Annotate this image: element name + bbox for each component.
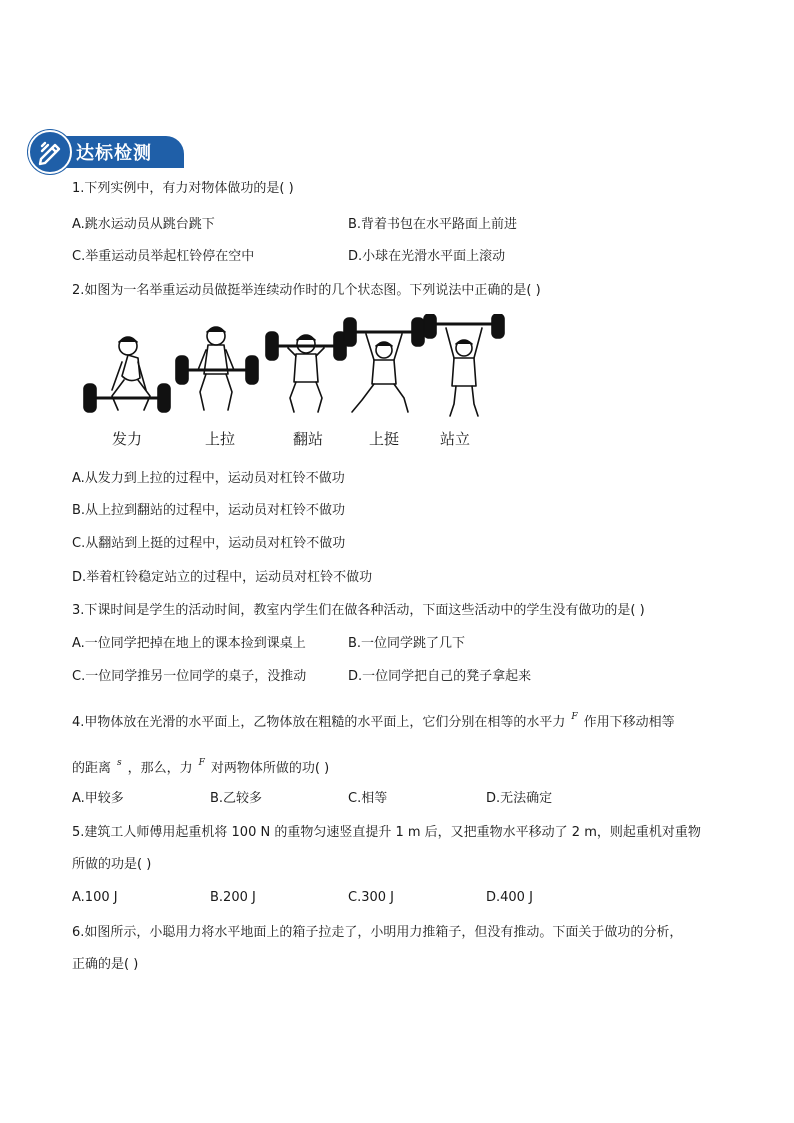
lifter-shangting (344, 318, 424, 412)
symbol-s: s (117, 758, 122, 768)
question-3-option-b: B.一位同学跳了几下 (348, 636, 466, 651)
question-2-option-b: B.从上拉到翻站的过程中，运动员对杠铃不做功 (72, 503, 346, 518)
question-2-option-d: D.举着杠铃稳定站立的过程中，运动员对杠铃不做功 (72, 570, 373, 585)
question-5-option-b: B.200 J (210, 890, 256, 905)
question-5-stem-line-1: 5.建筑工人师傅用起重机将 100 N 的重物匀速竖直提升 1 m 后，又把重物水平移动了 2 m，则起重机对重物 (72, 825, 701, 840)
question-3-option-c: C.一位同学推另一位同学的桌子，没推动 (72, 669, 307, 684)
question-2-option-c: C.从翻站到上挺的过程中，运动员对杠铃不做功 (72, 536, 346, 551)
figure-label-shangting: 上挺 (369, 430, 400, 448)
figure-label-zhanli: 站立 (440, 430, 471, 448)
question-1-stem: 1.下列实例中，有力对物体做功的是( ) (72, 181, 294, 196)
q4-line2-part-c: 对两物体所做的功( ) (210, 761, 330, 776)
figure-label-shangla: 上拉 (205, 430, 236, 448)
lifter-fanzhan (266, 332, 346, 412)
question-4-option-c: C.相等 (348, 791, 388, 806)
q4-line2-part-a: 的距离 (72, 761, 112, 776)
question-3-stem: 3.下课时间是学生的活动时间，教室内学生们在做各种活动，下面这些活动中的学生没有做功的是( ) (72, 603, 645, 618)
question-1-option-b: B.背着书包在水平路面上前进 (348, 217, 518, 232)
question-3-option-d: D.一位同学把自己的凳子拿起来 (348, 669, 532, 684)
question-4-option-a: A.甲较多 (72, 791, 124, 806)
question-2-stem: 2.如图为一名举重运动员做挺举连续动作时的几个状态图。下列说法中正确的是( ) (72, 283, 541, 298)
q4-line2-part-b: ，那么，力 (127, 761, 193, 776)
question-4-stem-line-1 (72, 708, 675, 732)
q4-line1-part-b: 作用下移动相等 (583, 715, 675, 730)
q4-line1-part-a: 4.甲物体放在光滑的水平面上，乙物体放在粗糙的水平面上，它们分别在相等的水平力 (72, 715, 566, 730)
question-6-stem-line-2: 正确的是( ) (72, 957, 139, 972)
lifter-fali (84, 337, 170, 412)
question-5-option-d: D.400 J (486, 890, 533, 905)
question-1-option-a: A.跳水运动员从跳台跳下 (72, 217, 215, 232)
question-3-option-a: A.一位同学把掉在地上的课本捡到课桌上 (72, 636, 306, 651)
question-5-option-c: C.300 J (348, 890, 394, 905)
section-banner (28, 130, 184, 172)
question-6-stem-line-1: 6.如图所示，小聪用力将水平地面上的箱子拉走了，小明用力推箱子，但没有推动。下面关于做功的分析， (72, 925, 683, 940)
lifter-zhanli (424, 314, 504, 416)
symbol-F: F (571, 712, 578, 722)
question-1-option-c: C.举重运动员举起杠铃停在空中 (72, 249, 255, 264)
figure-label-fali: 发力 (112, 430, 143, 448)
lifter-shangla (176, 327, 258, 410)
question-4-option-b: B.乙较多 (210, 791, 263, 806)
question-4-option-d: D.无法确定 (486, 791, 553, 806)
banner-icon-badge (28, 130, 72, 174)
pencil-icon (30, 132, 70, 172)
question-5-option-a: A.100 J (72, 890, 118, 905)
figure-label-fanzhan: 翻站 (293, 430, 324, 448)
question-2-option-a: A.从发力到上拉的过程中，运动员对杠铃不做功 (72, 471, 345, 486)
question-4-stem-line-2 (72, 754, 329, 778)
question-5-stem-line-2: 所做的功是( ) (72, 857, 152, 872)
symbol-F: F (198, 758, 205, 768)
section-title: 达标检测 (76, 143, 152, 164)
question-1-option-d: D.小球在光滑水平面上滚动 (348, 249, 506, 264)
